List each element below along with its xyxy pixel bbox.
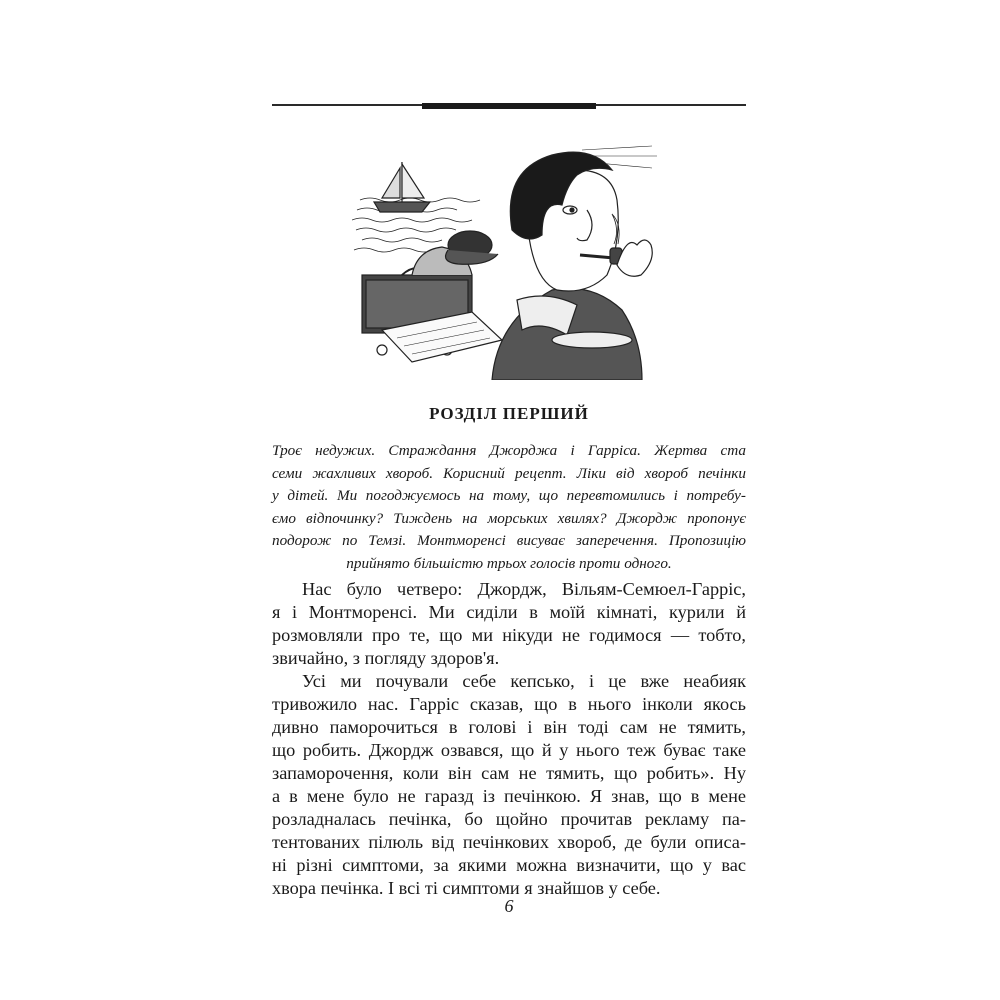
body-line: тривожило нас. Гарріс сказав, що в нього інколи якось [272, 694, 746, 714]
chapter-title: РОЗДІЛ ПЕРШИЙ [429, 404, 589, 423]
body-line: я і Монтморенсі. Ми сиділи в моїй кімнаті, курили й [272, 602, 746, 622]
body-line: розладналась печінка, бо щойно прочитав рекламу па- [272, 809, 746, 829]
summary-line: ємо відпочинку? Тиждень на морських хвилях? Джордж пропонує [272, 509, 746, 527]
body-line: хвора печінка. І всі ті симптоми я знайшов у себе. [272, 878, 661, 898]
body-line: Нас було четверо: Джордж, Вільям-Семюел-Гарріс, [302, 579, 746, 599]
body-line: запаморочення, коли він сам не тямить, що робить». Ну [272, 763, 746, 783]
body-line: тентованих пілюль від печінкових хвороб, де були описа- [272, 832, 746, 852]
summary-line: прийнято більшістю трьох голосів проти одного. [346, 554, 672, 572]
body-line: розмовляли про те, що ми нікуди не годимося — тобто, [272, 625, 746, 645]
body-line: дивно паморочиться в голові і він тоді сам не тямить, [272, 717, 746, 737]
summary-line: Троє недужих. Страждання Джорджа і Гарріса. Жертва ста [272, 442, 746, 459]
summary-line: подорож по Темзі. Монтморенсі висуває заперечення. Пропозицію [272, 532, 746, 550]
body-line: звичайно, з погляду здоров'я. [272, 648, 500, 668]
man-with-pipe-illustration [352, 140, 660, 380]
body-line: Усі ми почували себе кепсько, і це вже неабияк [302, 671, 746, 691]
hat [446, 231, 498, 264]
summary-line: у дітей. Ми погоджуємось на тому, що перевтомились і потребу- [272, 487, 746, 505]
header-rule-accent [422, 103, 596, 109]
chapter-summary [272, 440, 746, 576]
body-line: що робить. Джордж озвався, що й у нього теж буває таке [272, 740, 746, 760]
page-number: 6 [504, 896, 514, 916]
summary-line: семи жахливих хвороб. Корисний рецепт. Ліки від хвороб печінки [272, 464, 746, 482]
sailboat [374, 162, 430, 212]
body-text [272, 578, 746, 900]
body-line: а в мене було не гаразд із печінкою. Я знав, що в мене [272, 786, 746, 806]
body-line: ні різні симптоми, за якими можна визначити, що у вас [272, 855, 746, 875]
